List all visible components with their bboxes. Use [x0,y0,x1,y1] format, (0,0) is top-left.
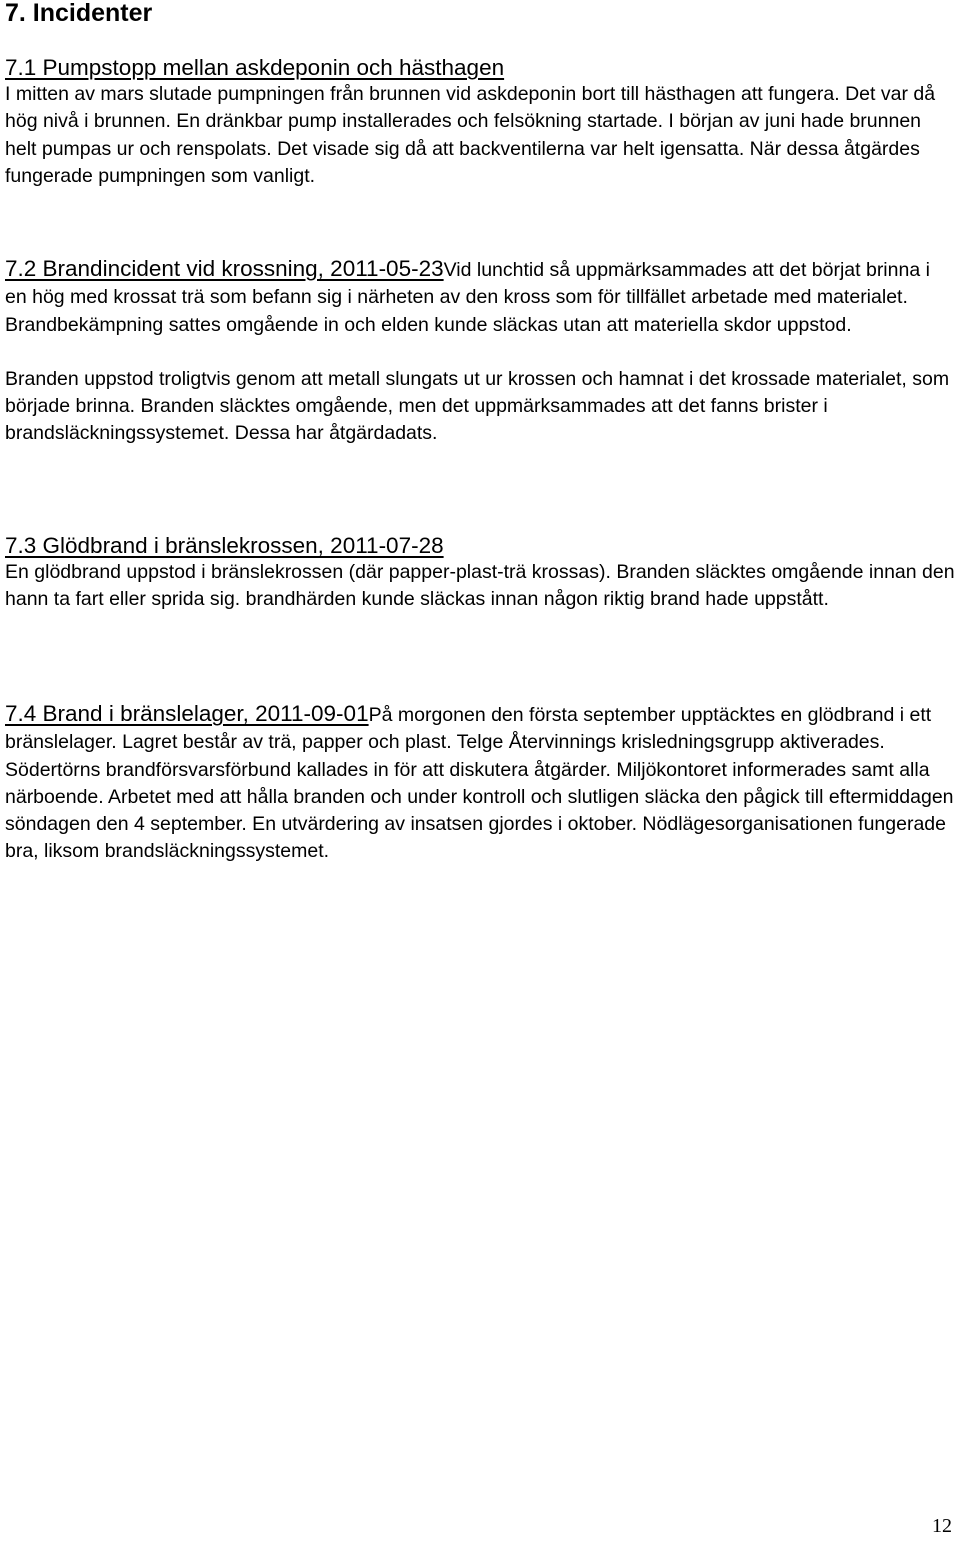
section-heading: 7.2 Brandincident vid krossning, 2011-05-23 [5,256,444,281]
section-heading: 7.1 Pumpstopp mellan askdeponin och hästhagen [5,55,505,80]
section-paragraph-text: På morgonen den första september upptäcktes en glödbrand i ett bränslelager. Lagret består av trä, papper och plast. Telge Återvinnings krisledningsgrupp aktiverades. Södertörns brandförsvarsförbund kallades in för att diskutera åtgärder. Miljökontoret informerades samt alla närboende. Arbetet med att hålla branden och under kontroll och slutligen släcka den pågick till eftermiddagen söndagen den 4 september. En utvärdering av insatsen gjordes i oktober. Nödlägesorganisationen fungerade bra, liksom brandsläckningssystemet. [5,704,954,863]
section-paragraph: I mitten av mars slutade pumpningen från brunnen vid askdeponin bort till hästhagen att fungera. Det var då hög nivå i brunnen. En dränkbar pump installerades och felsökning startade. I början av juni hade brunnen helt pumpas ur och renspolats. Det visade sig då att backventilerna var helt igensatta. När dessa åtgärdes fungerade pumpningen som vanligt. [5,83,936,187]
section-heading: 7.3 Glödbrand i bränslekrossen, 2011-07-28 [5,533,444,558]
section-paragraph: Branden uppstod troligtvis genom att metall slungats ut ur krossen och hamnat i det krossade materialet, som började brinna. Branden släcktes omgående, men det uppmärksammades att det fanns brister i brandsläckningssystemet. Dessa har åtgärdadats. [5,367,950,445]
section-paragraph-with-heading [5,255,957,339]
section-paragraph: En glödbrand uppstod i bränslekrossen (där papper-plast-trä krossas). Branden släcktes omgående innan den hann ta fart eller sprida sig. brandhärden kunde släckas innan någon riktig brand hade uppstått. [5,561,955,611]
document-page [5,0,957,863]
page-number: 12 [932,1515,952,1537]
section-paragraph-text: Vid lunchtid så uppmärksammades att det börjat brinna i en hög med krossat trä som befann sig i närheten av den kross som för tillfället arbetade med materialet. Brandbekämpning sattes omgående in och elden kunde släckas utan att materiella skdor uppstod. [5,259,930,336]
chapter-title: 7. Incidenter [5,0,153,27]
section-7-2 [5,255,957,448]
section-paragraph-with-heading [5,700,957,866]
section-7-1 [5,54,957,190]
section-7-4 [5,700,957,866]
section-heading: 7.4 Brand i bränslelager, 2011-09-01 [5,701,369,726]
section-7-3 [5,532,957,614]
